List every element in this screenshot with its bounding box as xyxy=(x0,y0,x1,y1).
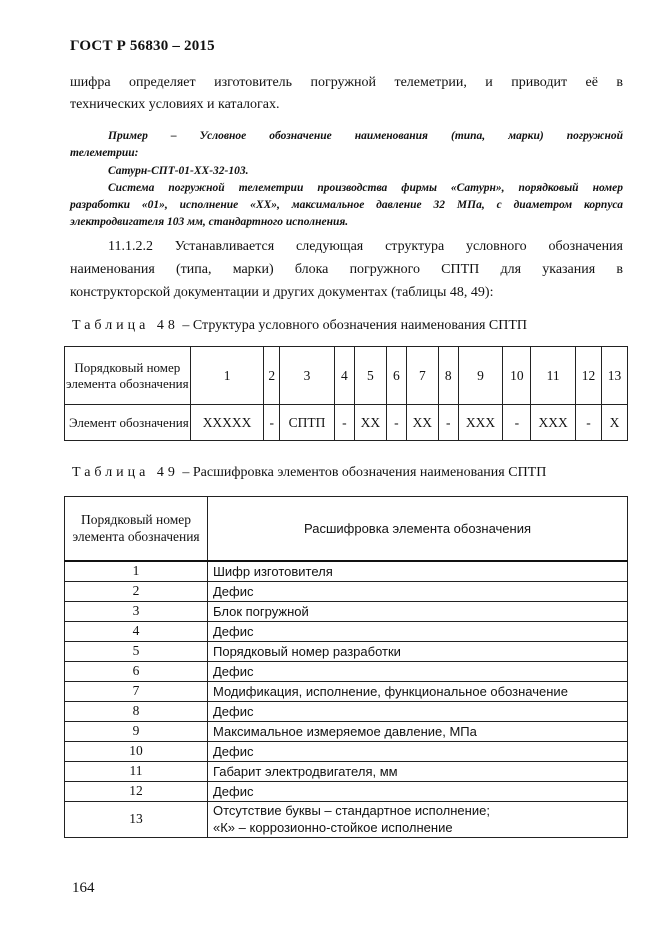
table48-caption xyxy=(72,318,527,334)
number-cell: 12 xyxy=(575,347,601,405)
column-header: Порядковый номер элемента обозначения xyxy=(65,497,208,561)
element-cell: ХХХ xyxy=(458,405,503,441)
paragraph-structure xyxy=(70,235,623,304)
example-line: электродвигателя 103 мм, стандартного исполнения. xyxy=(70,216,349,228)
row-number: 9 xyxy=(65,721,208,741)
number-cell: 7 xyxy=(406,347,438,405)
row-description: Модификация, исполнение, функциональное обозначение xyxy=(208,681,628,701)
document-header: ГОСТ Р 56830 – 2015 xyxy=(70,38,215,54)
table49-caption xyxy=(72,465,546,481)
row-number: 7 xyxy=(65,681,208,701)
element-cell: - xyxy=(264,405,280,441)
row-description: Порядковый номер разработки xyxy=(208,641,628,661)
table-49 xyxy=(64,496,628,838)
table-row xyxy=(65,561,628,582)
table-48 xyxy=(64,346,628,441)
example-code: Сатурн-СПТ-01-ХХ-32-103. xyxy=(108,165,249,177)
row-description: Дефис xyxy=(208,661,628,681)
number-cell: 6 xyxy=(386,347,406,405)
number-cell: 11 xyxy=(531,347,576,405)
element-cell: ХХХ xyxy=(531,405,576,441)
table-row xyxy=(65,741,628,761)
column-header: Расшифровка элемента обозначения xyxy=(208,497,628,561)
row-description: Дефис xyxy=(208,781,628,801)
paragraph-line: 11.1.2.2 Устанавливается следующая структура условного обозначения xyxy=(108,239,623,254)
table-row xyxy=(65,601,628,621)
table-row xyxy=(65,405,628,441)
row-header: Порядковый номер элемента обозначения xyxy=(65,347,191,405)
element-cell: - xyxy=(575,405,601,441)
page-number: 164 xyxy=(72,880,95,896)
row-description xyxy=(208,801,628,837)
element-cell: ХХХХХ xyxy=(190,405,264,441)
table-row xyxy=(65,621,628,641)
caption-text: – Структура условного обозначения наименования СПТП xyxy=(178,318,528,333)
number-cell: 2 xyxy=(264,347,280,405)
example-line: телеметрии: xyxy=(70,147,139,159)
row-number: 2 xyxy=(65,581,208,601)
number-cell: 8 xyxy=(438,347,458,405)
element-cell: Х xyxy=(601,405,627,441)
element-cell: ХХ xyxy=(406,405,438,441)
element-cell: - xyxy=(386,405,406,441)
example-block xyxy=(70,128,623,162)
element-cell: - xyxy=(503,405,531,441)
row-number: 12 xyxy=(65,781,208,801)
table-row xyxy=(65,761,628,781)
row-number: 10 xyxy=(65,741,208,761)
table-row xyxy=(65,721,628,741)
row-description: Дефис xyxy=(208,741,628,761)
row-header: Элемент обозначения xyxy=(65,405,191,441)
row-description: Габарит электродвигателя, мм xyxy=(208,761,628,781)
caption-label: Таблица 49 xyxy=(72,465,179,480)
number-cell: 10 xyxy=(503,347,531,405)
row-number: 1 xyxy=(65,561,208,582)
table-row xyxy=(65,581,628,601)
paragraph-intro xyxy=(70,72,623,116)
row-number: 6 xyxy=(65,661,208,681)
table-row xyxy=(65,681,628,701)
paragraph-line: конструкторской документации и других документах (таблицы 48, 49): xyxy=(70,285,494,300)
row-number: 11 xyxy=(65,761,208,781)
number-cell: 5 xyxy=(354,347,386,405)
paragraph-line: наименования (типа, марки) блока погружного СПТП для указания в xyxy=(70,262,623,277)
example-line: Система погружной телеметрии производства фирмы «Сатурн», порядковый номер xyxy=(108,182,623,194)
number-cell: 3 xyxy=(280,347,335,405)
row-number: 3 xyxy=(65,601,208,621)
caption-text: – Расшифровка элементов обозначения наименования СПТП xyxy=(178,465,547,480)
table-row xyxy=(65,347,628,405)
table-row xyxy=(65,781,628,801)
row-number: 13 xyxy=(65,801,208,837)
caption-label: Таблица 48 xyxy=(72,318,179,333)
row-number: 4 xyxy=(65,621,208,641)
number-cell: 4 xyxy=(335,347,355,405)
table-row xyxy=(65,661,628,681)
row-description: Дефис xyxy=(208,701,628,721)
element-cell: ХХ xyxy=(354,405,386,441)
row-description: Шифр изготовителя xyxy=(208,561,628,582)
table-row xyxy=(65,701,628,721)
row-description: Максимальное измеряемое давление, МПа xyxy=(208,721,628,741)
example-line: разработки «01», исполнение «ХХ», максимальное давление 32 МПа, с диаметром корпуса xyxy=(70,199,623,211)
row-number: 5 xyxy=(65,641,208,661)
element-cell: - xyxy=(335,405,355,441)
paragraph-line: технических условиях и каталогах. xyxy=(70,97,280,112)
number-cell: 1 xyxy=(190,347,264,405)
row-description: Блок погружной xyxy=(208,601,628,621)
paragraph-line: шифра определяет изготовитель погружной телеметрии, и приводит её в xyxy=(70,75,623,90)
number-cell: 13 xyxy=(601,347,627,405)
row-description: Дефис xyxy=(208,621,628,641)
example-description xyxy=(70,180,623,231)
element-cell: СПТП xyxy=(280,405,335,441)
description-line: «К» – коррозионно-стойкое исполнение xyxy=(213,820,453,835)
element-cell: - xyxy=(438,405,458,441)
row-description: Дефис xyxy=(208,581,628,601)
row-number: 8 xyxy=(65,701,208,721)
table-row xyxy=(65,641,628,661)
example-line: Пример – Условное обозначение наименования (типа, марки) погружной xyxy=(108,130,623,142)
table-row xyxy=(65,801,628,837)
number-cell: 9 xyxy=(458,347,503,405)
description-line: Отсутствие буквы – стандартное исполнение; xyxy=(213,803,490,818)
table-header-row xyxy=(65,497,628,561)
